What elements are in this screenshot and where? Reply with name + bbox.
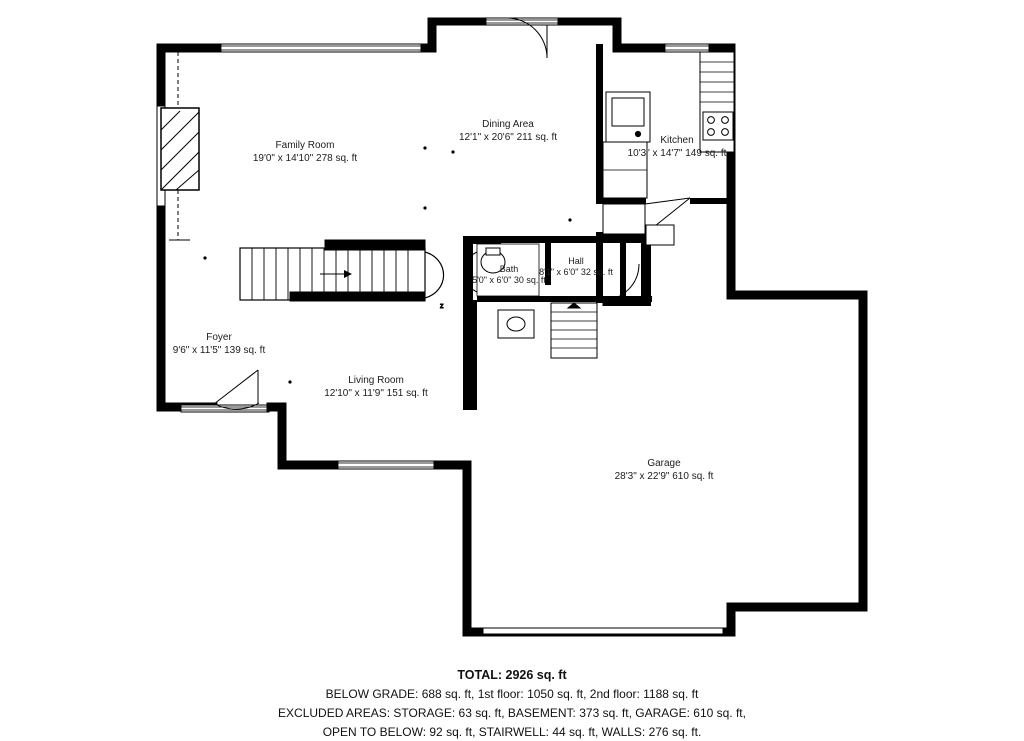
- room-name: Foyer: [206, 332, 232, 343]
- room-dims: 12'10" x 11'9" 151 sq. ft: [324, 387, 428, 399]
- room-name: Bath: [499, 264, 519, 274]
- total-area: TOTAL: 2926 sq. ft: [457, 668, 567, 682]
- area-summary: [0, 666, 1024, 741]
- room-name: Living Room: [348, 375, 404, 386]
- room-name: Dining Area: [482, 119, 534, 130]
- svg-text:z: z: [440, 303, 444, 310]
- room-name: Kitchen: [660, 135, 694, 146]
- area-breakdown-line-1: BELOW GRADE: 688 sq. ft, 1st floor: 1050 sq. ft, 2nd floor: 1188 sq. ft: [325, 687, 699, 702]
- area-breakdown-line-2: EXCLUDED AREAS: STORAGE: 63 sq. ft, BASEMENT: 373 sq. ft, GARAGE: 610 sq. ft,: [278, 705, 746, 720]
- room-dims: 19'0" x 14'10" 278 sq. ft: [252, 152, 358, 164]
- room-dims: 12'1" x 20'6" 211 sq. ft: [458, 131, 558, 143]
- room-dims: 8'1" x 6'0" 32 sq. ft: [539, 267, 613, 278]
- room-name: Hall: [568, 256, 584, 266]
- room-dims: 5'0" x 6'0" 30 sq. ft: [472, 275, 546, 286]
- area-breakdown-line-3: OPEN TO BELOW: 92 sq. ft, STAIRWELL: 44 sq. ft, WALLS: 276 sq. ft.: [322, 724, 702, 739]
- room-name: Garage: [647, 458, 681, 469]
- room-dims: 28'3" x 22'9" 610 sq. ft: [614, 470, 714, 482]
- room-name: Family Room: [275, 140, 335, 151]
- room-dims: 9'6" x 11'5" 139 sq. ft: [172, 344, 266, 356]
- room-dims: 10'3" x 14'7" 149 sq. ft: [627, 147, 727, 159]
